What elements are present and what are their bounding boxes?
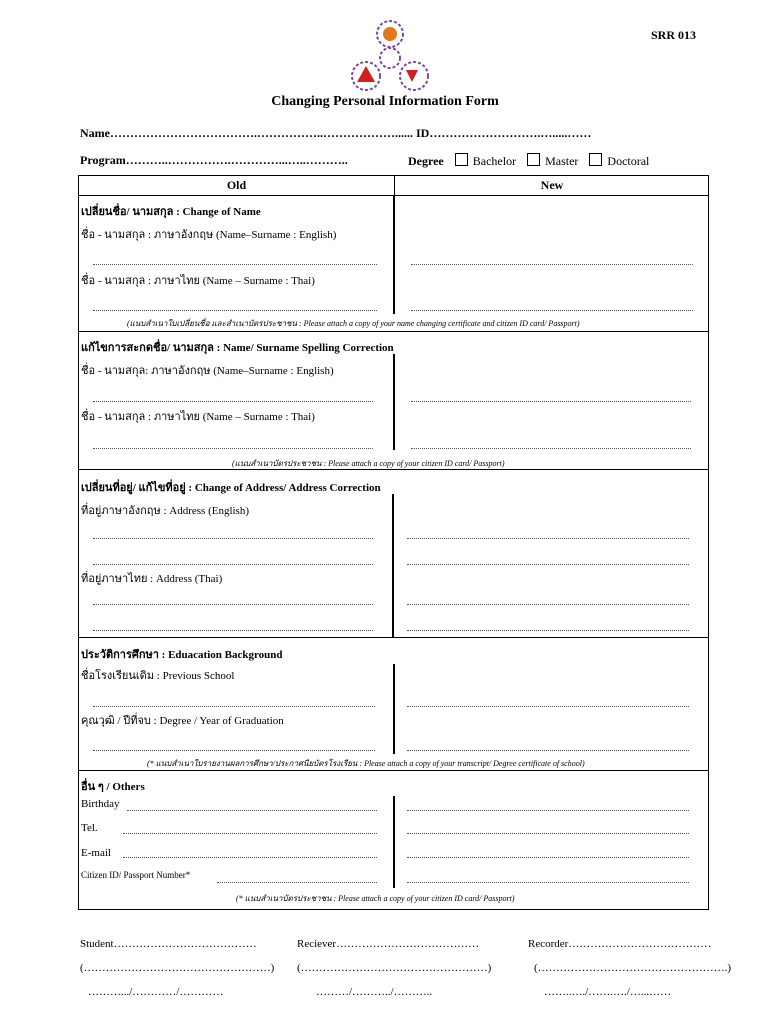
degree-doctoral-checkbox[interactable]: [589, 154, 649, 168]
recorder-date[interactable]: ……..…./…….…./…...……: [544, 986, 672, 998]
col-old-header: Old: [226, 178, 247, 192]
col-new-header: New: [540, 178, 564, 192]
correction-thai-label: ชื่อ - นามสกุล : ภาษาไทย (Name – Surname : Thai): [81, 411, 315, 423]
student-signature[interactable]: Student…………………………………: [80, 938, 257, 950]
address-thai-label: ที่อยู่ภาษาไทย : Address (Thai): [81, 573, 223, 585]
section-change-name-title: เปลี่ยนชื่อ/ นามสกุล : Change of Name: [81, 206, 261, 218]
correction-eng-label: ชื่อ - นามสกุล: ภาษาอังกฤษ (Name–Surname : English): [81, 365, 334, 377]
form-title: Changing Personal Information Form: [271, 94, 499, 109]
name-eng-old-line[interactable]: [93, 264, 377, 265]
address-eng-new-line-2[interactable]: [407, 564, 689, 565]
section-correction-title: แก้ไขการสะกดชื่อ/ นามสกุล : Name/ Surname Spelling Correction: [81, 342, 394, 354]
address-eng-old-line-2[interactable]: [93, 564, 373, 565]
school-new-line[interactable]: [407, 706, 689, 707]
address-thai-new-line-2[interactable]: [407, 630, 689, 631]
degree-year-label: คุณวุฒิ / ปีที่จบ : Degree / Year of Graduation: [81, 715, 284, 727]
others-note: (* แนบสำเนาบัตรประชาชน : Please attach a copy of your citizen ID card/ Passport): [236, 894, 515, 903]
citizen-new-line[interactable]: [407, 882, 689, 883]
name-eng-new-line[interactable]: [411, 264, 693, 265]
previous-school-label: ชื่อโรงเรียนเดิม : Previous School: [81, 670, 235, 682]
name-note: (แนบสำเนาใบเปลี่ยนชื่อ และสำเนาบัตรประชาชน : Please attach a copy of your name changing certificate and citizen ID card/ Passport): [127, 319, 580, 328]
citizen-id-label: Citizen ID/ Passport Number*: [81, 870, 191, 880]
bachelor-label: Bachelor: [472, 154, 517, 168]
tel-old-line[interactable]: [123, 833, 377, 834]
degree-bachelor-checkbox[interactable]: [455, 154, 516, 168]
birthday-label: Birthday: [81, 798, 120, 810]
degree-row: [408, 153, 649, 169]
doctoral-label: Doctoral: [607, 154, 650, 168]
name-thai-new-line[interactable]: [411, 310, 693, 311]
address-eng-label: ที่อยู่ภาษาอังกฤษ : Address (English): [81, 505, 250, 517]
correction-thai-old-line[interactable]: [93, 448, 373, 449]
address-thai-new-line-1[interactable]: [407, 604, 689, 605]
email-old-line[interactable]: [123, 857, 377, 858]
receiver-date[interactable]: ………/………../………..: [316, 986, 433, 998]
address-eng-old-line-1[interactable]: [93, 538, 373, 539]
receiver-signature[interactable]: Reciever…………………………………: [297, 938, 480, 950]
name-eng-label: ชื่อ - นามสกุล : ภาษาอังกฤษ (Name–Surname : English): [81, 229, 337, 241]
section-address-title: เปลี่ยนที่อยู่/ แก้ไขที่อยู่ : Change of Address/ Address Correction: [81, 482, 381, 494]
master-label: Master: [545, 154, 579, 168]
school-old-line[interactable]: [93, 706, 375, 707]
section-others-title: อื่น ๆ / Others: [81, 781, 145, 793]
education-note: (* แนบสำเนาใบรายงานผลการศึกษา/ประกาศนียบัตรโรงเรียน : Please attach a copy of your transcript/ Degree certificate of school): [147, 759, 585, 768]
address-eng-new-line-1[interactable]: [407, 538, 689, 539]
tel-label: Tel.: [81, 822, 98, 834]
degree-old-line[interactable]: [93, 750, 375, 751]
correction-eng-old-line[interactable]: [93, 401, 373, 402]
university-logo: [346, 18, 434, 98]
form-code: SRR 013: [650, 28, 696, 42]
name-thai-label: ชื่อ - นามสกุล : ภาษาไทย (Name – Surname : Thai): [81, 275, 315, 287]
birthday-old-line[interactable]: [127, 810, 377, 811]
recorder-signature[interactable]: Recorder…………………………………: [528, 938, 712, 950]
degree-new-line[interactable]: [407, 750, 689, 751]
correction-eng-new-line[interactable]: [411, 401, 691, 402]
name-thai-old-line[interactable]: [93, 310, 377, 311]
program-field[interactable]: Program………..…………….…………...…..………..: [80, 153, 348, 167]
degree-master-checkbox[interactable]: [527, 154, 578, 168]
citizen-old-line[interactable]: [217, 882, 377, 883]
email-label: E-mail: [81, 847, 111, 859]
tel-new-line[interactable]: [407, 833, 689, 834]
name-id-field[interactable]: Name……………………………….……………..………………...... ID……………………….….....……: [80, 126, 592, 140]
student-name-paren[interactable]: (……………………………………………): [80, 962, 275, 974]
receiver-name-paren[interactable]: (……………………………………………): [297, 962, 492, 974]
address-thai-old-line-2[interactable]: [93, 630, 373, 631]
correction-note: (แนบสำเนาบัตรประชาชน : Please attach a copy of your citizen ID card/ Passport): [232, 459, 505, 468]
correction-thai-new-line[interactable]: [411, 448, 691, 449]
email-new-line[interactable]: [407, 857, 689, 858]
degree-label: Degree: [408, 154, 444, 168]
info-table: [78, 175, 709, 910]
section-education-title: ประวัติการศึกษา : Eduacation Background: [81, 649, 283, 661]
birthday-new-line[interactable]: [407, 810, 689, 811]
student-date[interactable]: ……….../…………/…………: [88, 986, 224, 998]
recorder-name-paren[interactable]: (…………………………………………….): [534, 962, 732, 974]
address-thai-old-line-1[interactable]: [93, 604, 373, 605]
